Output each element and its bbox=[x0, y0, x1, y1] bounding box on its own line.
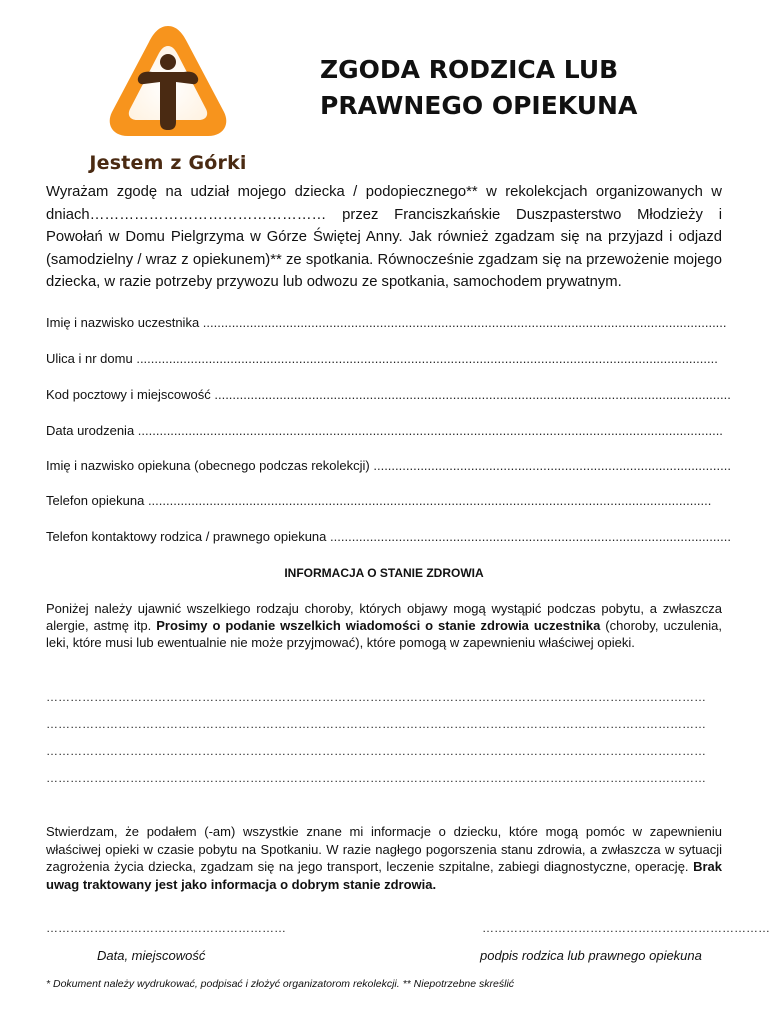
field-dots: ................................................................................................................................................. bbox=[202, 315, 727, 330]
field-dots: ............................................................................................................................................................ bbox=[147, 493, 712, 508]
field-dots: .................................................................................................................................................................. bbox=[137, 423, 723, 438]
health-instructions bbox=[46, 600, 722, 651]
page-title bbox=[320, 52, 720, 124]
postal-code-city-field[interactable] bbox=[46, 386, 731, 404]
health-info-line-2[interactable]: ………………………………………………………………………………………………………………………………………………… bbox=[46, 717, 706, 731]
confirmation-text: Stwierdzam, że podałem (-am) wszystkie znane mi informacje o dziecku, które mogą pomóc w zapewnieniu właściwej opieki w czasie pobytu na Spotkaniu. W razie nagłego pogorszenia stanu zdrowia, a zwłaszcza w sytuacji zagrożenia życia dziecka, zgadzam się na jego transport, leczenie szpitalne, zabiegi diagnostyczne, operację. bbox=[46, 824, 722, 874]
field-dots: ................................................................................................................................................................. bbox=[136, 351, 718, 366]
guardian-name-field[interactable] bbox=[46, 457, 731, 475]
date-place-line[interactable]: …………………………………………………… bbox=[46, 921, 286, 935]
tau-cross-triangle-icon bbox=[100, 20, 236, 144]
field-label: Ulica i nr domu bbox=[46, 351, 133, 366]
logo bbox=[78, 20, 258, 174]
title-line-1: ZGODA RODZICA LUB bbox=[320, 55, 619, 84]
date-place-label: Data, miejscowość bbox=[97, 948, 206, 963]
health-section-heading: INFORMACJA O STANIE ZDROWIA bbox=[284, 566, 484, 580]
birth-date-field[interactable] bbox=[46, 422, 722, 440]
guardian-phone-field[interactable] bbox=[46, 492, 722, 510]
field-dots: ............................................................................................................... bbox=[330, 529, 731, 544]
logo-text: Jestem z Górki bbox=[89, 152, 247, 174]
field-label: Imię i nazwisko opiekuna (obecnego podczas rekolekcji) bbox=[46, 458, 370, 473]
street-field[interactable] bbox=[46, 350, 722, 368]
field-label: Data urodzenia bbox=[46, 423, 135, 438]
confirmation-bold: Brak uwag traktowany jest jako informacja o dobrym stanie zdrowia. bbox=[46, 859, 722, 892]
confirmation-paragraph bbox=[46, 823, 722, 893]
field-dots: ................................................................................................... bbox=[373, 458, 731, 473]
field-dots: ............................................................................................................................................... bbox=[214, 387, 731, 402]
signature-line[interactable]: ……………………………………………………………… bbox=[482, 921, 770, 935]
field-label: Imię i nazwisko uczestnika bbox=[46, 315, 200, 330]
field-label: Kod pocztowy i miejscowość bbox=[46, 387, 211, 402]
health-intro-text: Poniżej należy ujawnić wszelkiego rodzaju choroby, których objawy mogą wystąpić podczas pobytu, a zwłaszcza alergie, astmę itp. bbox=[46, 601, 722, 633]
signature-label: podpis rodzica lub prawnego opiekuna bbox=[480, 948, 702, 963]
participant-name-field[interactable] bbox=[46, 314, 727, 332]
consent-paragraph: Wyrażam zgodę na udział mojego dziecka / podopiecznego** w rekolekcjach organizowanych w dniach………………………………………… przez Franciszkańskie Duszpasterstwo Młodzieży i Powołań w Domu Pielgrzyma w Górze Świętej Anny. Jak również zgadzam się na przyjazd i odjazd (samodzielny / wraz z opiekunem)** ze spotkania. Równocześnie zgadzam się na przewożenie mojego dziecka, w razie potrzeby przywozu lub odwozu ze spotkania, samochodem prywatnym. bbox=[46, 184, 722, 290]
health-info-line-4[interactable]: ………………………………………………………………………………………………………………………………………………… bbox=[46, 771, 706, 785]
health-intro-bold: Prosimy o podanie wszelkich wiadomości o stanie zdrowia uczestnika bbox=[156, 618, 601, 633]
health-intro-end: (choroby, uczulenia, leki, które musi lub ewentualnie nie może przyjmować), które pomogą w zapewnieniu właściwej opieki. bbox=[46, 618, 722, 650]
title-line-2: PRAWNEGO OPIEKUNA bbox=[320, 91, 638, 120]
health-info-line-1[interactable]: ………………………………………………………………………………………………………………………………………………… bbox=[46, 690, 706, 704]
health-info-line-3[interactable]: ………………………………………………………………………………………………………………………………………………… bbox=[46, 744, 706, 758]
field-label: Telefon opiekuna bbox=[46, 493, 145, 508]
footnote: * Dokument należy wydrukować, podpisać i złożyć organizatorom rekolekcji. ** Niepotrzebne skreślić bbox=[46, 978, 515, 990]
field-label: Telefon kontaktowy rodzica / prawnego opiekuna bbox=[46, 529, 327, 544]
parent-phone-field[interactable] bbox=[46, 528, 731, 546]
